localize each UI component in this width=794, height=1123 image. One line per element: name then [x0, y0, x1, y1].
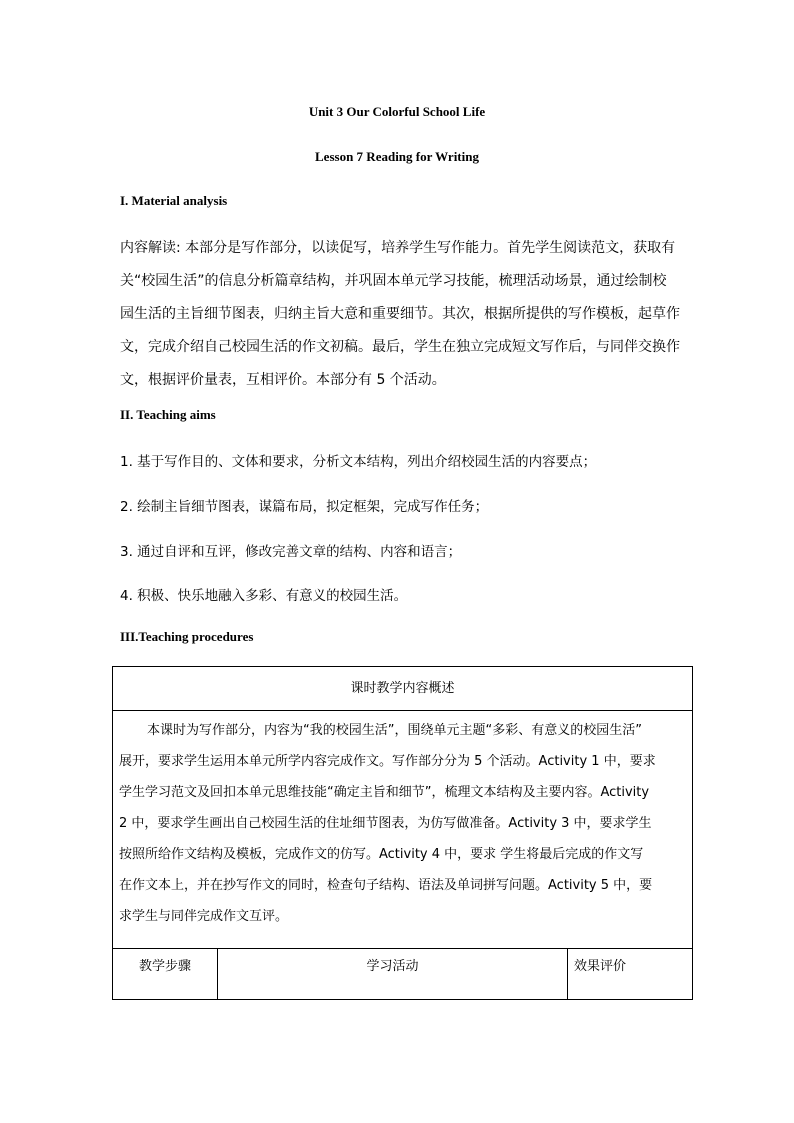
unit-title: Unit 3 Our Colorful School Life: [308, 104, 486, 119]
paragraph-line: 园生活的主旨细节图表，归纳主旨大意和重要细节。其次，根据所提供的写作模板，起草作: [120, 306, 680, 322]
column-header-steps: 教学步骤: [113, 949, 218, 1000]
teaching-aim-item: 1. 基于写作目的、文体和要求，分析文本结构，列出介绍校园生活的内容要点；: [120, 454, 597, 470]
overview-line: 求学生与同伴完成作文互评。: [119, 909, 289, 924]
overview-line: 本课时为写作部分，内容为“我的校园生活”，围绕单元主题“多彩、有意义的校园生活”: [147, 723, 642, 738]
overview-line: 展开，要求学生运用本单元所学内容完成作文。写作部分分为 5 个活动。Activity 1 中，要求: [119, 754, 656, 769]
overview-header-cell: [113, 667, 693, 711]
column-header-evaluation: 效果评价: [568, 949, 693, 1000]
column-header-activities: 学习活动: [218, 949, 568, 1000]
section-heading-material-analysis: I. Material analysis: [120, 193, 228, 208]
overview-line: 按照所给作文结构及模板，完成作文的仿写。Activity 4 中，要求 学生将最后完成的作文写: [119, 847, 644, 862]
paragraph-line: 关“校园生活”的信息分析篇章结构，并巩固本单元学习技能，梳理活动场景，通过绘制校: [120, 273, 667, 289]
overview-line: 在作文本上，并在抄写作文的同时，检查句子结构、语法及单词拼写问题。Activity 5 中，要: [119, 878, 653, 893]
teaching-aim-item: 3. 通过自评和互评，修改完善文章的结构、内容和语言；: [120, 544, 462, 560]
overview-body-cell: [113, 711, 693, 949]
overview-line: 学生学习范文及回扣本单元思维技能“确定主旨和细节”，梳理文本结构及主要内容。Activity: [119, 785, 650, 800]
paragraph-line: 文，完成介绍自己校园生活的作文初稿。最后，学生在独立完成短文写作后，与同伴交换作: [120, 339, 680, 355]
teaching-aim-item: 2. 绘制主旨细节图表，谋篇布局，拟定框架，完成写作任务；: [120, 499, 489, 515]
section-heading-teaching-procedures: III.Teaching procedures: [120, 629, 254, 644]
paragraph-line: 内容解读: 本部分是写作部分，以读促写，培养学生写作能力。首先学生阅读范文，获取有: [120, 240, 676, 256]
procedures-table: [112, 666, 693, 1000]
paragraph-line: 文，根据评价量表，互相评价。本部分有 5 个活动。: [120, 372, 446, 388]
material-analysis-paragraph: [120, 232, 680, 397]
overview-header: 课时教学内容概述: [350, 681, 455, 696]
section-heading-teaching-aims: II. Teaching aims: [120, 407, 216, 422]
overview-line: 2 中，要求学生画出自己校园生活的住址细节图表，为仿写做准备。Activity 3 中，要求学生: [119, 816, 652, 831]
lesson-title: Lesson 7 Reading for Writing: [315, 149, 479, 164]
teaching-aim-item: 4. 积极、快乐地融入多彩、有意义的校园生活。: [120, 588, 408, 604]
